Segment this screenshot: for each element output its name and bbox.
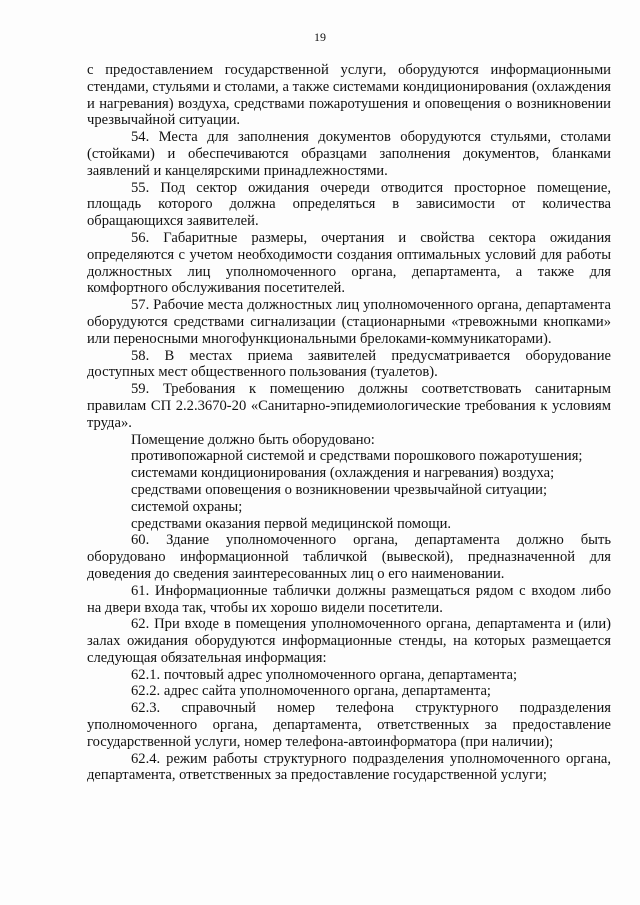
equipment-item-fire: противопожарной системой и средствами порошкового пожаротушения;	[131, 448, 583, 465]
equipment-item-alert: средствами оповещения о возникновении чрезвычайной ситуации;	[131, 481, 548, 498]
paragraph-59: 59. Требования к помещению должны соответствовать санитарным правилам СП 2.2.3670-20 «Санитарно-эпидемиологические требования к условиям труда».	[87, 381, 611, 431]
paragraph-54: 54. Места для заполнения документов оборудуются стульями, столами (стойками) и обеспечиваются образцами заполнения документов, бланками заявлений и канцелярскими принадлежностями.	[87, 129, 611, 179]
body-text	[87, 62, 611, 784]
paragraph-continuation: с предоставлением государственной услуги, оборудуются информационными стендами, стульями и столами, а также системами кондиционирования (охлаждения и нагревания) воздуха, средствами пожаротушения и оповещения о возникновении чрезвычайной ситуации.	[87, 62, 611, 129]
paragraph-62: 62. При входе в помещения уполномоченного органа, департамента и (или) залах ожидания оборудуются информационные стенды, на которых размещается следующая обязательная информация:	[87, 616, 611, 666]
equipment-intro: Помещение должно быть оборудовано:	[131, 431, 375, 448]
equipment-item-first-aid: средствами оказания первой медицинской помощи.	[131, 515, 452, 532]
paragraph-55: 55. Под сектор ожидания очереди отводится просторное помещение, площадь которого должна определяться в зависимости от количества обращающихся заявителей.	[87, 179, 611, 230]
equipment-item-security: системой охраны;	[131, 498, 243, 515]
paragraph-62-3: 62.3. справочный номер телефона структурного подразделения уполномоченного органа, департамента, ответственных за предоставление государственной услуги, номер телефона-автоинформатора (при наличии);	[87, 700, 611, 750]
paragraph-60: 60. Здание уполномоченного органа, департамента должно быть оборудовано информационной табличкой (вывеской), предназначенной для доведения до сведения заинтересованных лиц о его наименовании.	[87, 532, 611, 582]
paragraph-62-4: 62.4. режим работы структурного подразделения уполномоченного органа, департамента, ответственных за предоставление государственной услуги;	[87, 750, 611, 784]
page-number: 19	[314, 30, 326, 44]
equipment-item-ac: системами кондиционирования (охлаждения и нагревания) воздуха;	[131, 465, 555, 482]
paragraph-56: 56. Габаритные размеры, очертания и свойства сектора ожидания определяются с учетом необходимости создания оптимальных условий для работы должностных лиц уполномоченного органа, департамента, а также для комфортного обслуживания посетителей.	[87, 229, 611, 297]
paragraph-57: 57. Рабочие места должностных лиц уполномоченного органа, департамента оборудуются средствами сигнализации (стационарными «тревожными кнопками» или переносными многофункциональными брелоками-коммуникаторами).	[87, 297, 611, 347]
paragraph-58: 58. В местах приема заявителей предусматривается оборудование доступных мест общественного пользования (туалетов).	[87, 347, 611, 381]
paragraph-61: 61. Информационные таблички должны размещаться рядом с входом либо на двери входа так, чтобы их хорошо видели посетители.	[87, 582, 611, 616]
paragraph-62-2: 62.2. адрес сайта уполномоченного органа, департамента;	[131, 683, 491, 700]
paragraph-62-1: 62.1. почтовый адрес уполномоченного органа, департамента;	[131, 666, 518, 683]
